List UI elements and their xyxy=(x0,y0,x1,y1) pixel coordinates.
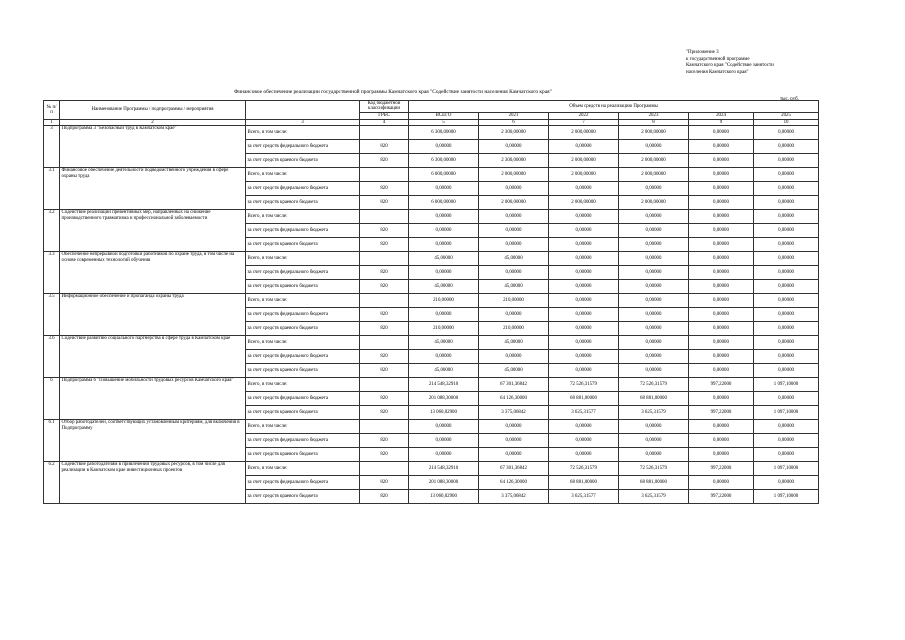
budget-code xyxy=(360,294,409,308)
amount-cell: 0,00000 xyxy=(689,336,754,350)
amount-cell: 0,00000 xyxy=(754,182,819,196)
amount-cell: 0,00000 xyxy=(689,448,754,462)
funding-source: за счет средств краевого бюджета xyxy=(246,154,360,168)
amount-cell: 0,00000 xyxy=(549,322,619,336)
budget-code: 820 xyxy=(360,266,409,280)
budget-code: 820 xyxy=(360,476,409,490)
amount-cell: 45,00000 xyxy=(479,364,549,378)
header-num: № п/п xyxy=(44,101,60,120)
funding-source: Всего, в том числе: xyxy=(246,168,360,182)
header-year-2023: 2023 xyxy=(619,112,689,119)
amount-cell: 0,00000 xyxy=(689,280,754,294)
amount-cell: 0,00000 xyxy=(689,154,754,168)
column-number: 8 xyxy=(619,119,689,125)
amount-cell: 0,00000 xyxy=(754,210,819,224)
amount-cell: 2 000,00000 xyxy=(619,126,689,140)
amount-cell: 0,00000 xyxy=(409,308,479,322)
amount-cell: 0,00000 xyxy=(754,420,819,434)
amount-cell: 0,00000 xyxy=(689,364,754,378)
table-row xyxy=(44,126,819,140)
amount-cell: 0,00000 xyxy=(619,350,689,364)
amount-cell: 0,00000 xyxy=(619,182,689,196)
amount-cell: 2 300,00000 xyxy=(479,126,549,140)
amount-cell: 0,00000 xyxy=(479,238,549,252)
amount-cell: 0,00000 xyxy=(754,476,819,490)
budget-code xyxy=(360,462,409,476)
amount-cell: 0,00000 xyxy=(689,140,754,154)
program-name: Подпрограмма 6 "Повышение мобильности трудовых ресурсов Камчатского края" xyxy=(60,378,246,420)
budget-code: 820 xyxy=(360,140,409,154)
unit-label: тыс. руб. xyxy=(780,97,799,102)
amount-cell: 72 526,31579 xyxy=(619,462,689,476)
budget-code: 820 xyxy=(360,280,409,294)
funding-source: за счет средств федерального бюджета xyxy=(246,224,360,238)
amount-cell: 0,00000 xyxy=(754,224,819,238)
amount-cell: 0,00000 xyxy=(754,280,819,294)
amount-cell: 45,00000 xyxy=(479,280,549,294)
budget-code xyxy=(360,252,409,266)
amount-cell: 0,00000 xyxy=(549,182,619,196)
amount-cell: 0,00000 xyxy=(754,364,819,378)
table-row xyxy=(44,420,819,434)
amount-cell: 0,00000 xyxy=(549,364,619,378)
amount-cell: 0,00000 xyxy=(754,294,819,308)
row-number: 3 xyxy=(44,126,60,168)
funding-source: за счет средств краевого бюджета xyxy=(246,448,360,462)
amount-cell: 210,00000 xyxy=(409,322,479,336)
amount-cell: 2 000,00000 xyxy=(619,168,689,182)
amount-cell: 0,00000 xyxy=(689,196,754,210)
amount-cell: 0,00000 xyxy=(689,392,754,406)
amount-cell: 0,00000 xyxy=(754,350,819,364)
amount-cell: 0,00000 xyxy=(754,238,819,252)
budget-code: 820 xyxy=(360,322,409,336)
amount-cell: 6 000,00000 xyxy=(409,196,479,210)
program-name: Финансовое обеспечение деятельности подведомственного учреждения в сфере охраны труда xyxy=(60,168,246,210)
amount-cell: 3 625,31579 xyxy=(619,406,689,420)
program-name: Содействие работодателям в привлечении трудовых ресурсов, в том числе для реализации в Камчатском крае инвестиционных проектов xyxy=(60,462,246,504)
amount-cell: 0,00000 xyxy=(689,308,754,322)
amount-cell: 0,00000 xyxy=(754,448,819,462)
amount-cell: 997,22000 xyxy=(689,490,754,504)
amount-cell: 0,00000 xyxy=(479,308,549,322)
column-number: 4 xyxy=(360,119,409,125)
amount-cell: 997,22000 xyxy=(689,406,754,420)
budget-code: 820 xyxy=(360,364,409,378)
row-number: 3.3 xyxy=(44,252,60,294)
appendix-line: "Приложение 3 xyxy=(686,50,719,55)
header-year-2025: 2025 xyxy=(754,112,819,119)
amount-cell: 0,00000 xyxy=(754,434,819,448)
amount-cell: 72 526,31579 xyxy=(549,462,619,476)
amount-cell: 1 097,10000 xyxy=(754,490,819,504)
budget-code xyxy=(360,210,409,224)
amount-cell: 2 000,00000 xyxy=(549,154,619,168)
amount-cell: 13 060,02900 xyxy=(409,490,479,504)
amount-cell: 2 000,00000 xyxy=(549,168,619,182)
amount-cell: 0,00000 xyxy=(689,210,754,224)
amount-cell: 0,00000 xyxy=(754,266,819,280)
header-year-total: ВСЕГО xyxy=(409,112,479,119)
amount-cell: 0,00000 xyxy=(549,252,619,266)
amount-cell: 0,00000 xyxy=(689,434,754,448)
appendix-line: Камчатского края "Содействие занятости xyxy=(686,63,774,68)
funding-source: Всего, в том числе: xyxy=(246,420,360,434)
budget-code: 820 xyxy=(360,224,409,238)
column-number: 7 xyxy=(549,119,619,125)
document-title: Финансовое обеспечение реализации государственной программы Камчатского края "Содействие занятости населения Камчатского края" xyxy=(234,89,552,95)
amount-cell: 0,00000 xyxy=(619,280,689,294)
amount-cell: 0,00000 xyxy=(619,364,689,378)
amount-cell: 1 097,10000 xyxy=(754,462,819,476)
amount-cell: 0,00000 xyxy=(549,140,619,154)
amount-cell: 45,00000 xyxy=(409,336,479,350)
amount-cell: 0,00000 xyxy=(689,182,754,196)
amount-cell: 6 300,00000 xyxy=(409,154,479,168)
funding-source: Всего, в том числе: xyxy=(246,378,360,392)
amount-cell: 0,00000 xyxy=(409,434,479,448)
amount-cell: 68 881,00000 xyxy=(619,476,689,490)
amount-cell: 3 625,31577 xyxy=(549,490,619,504)
amount-cell: 2 000,00000 xyxy=(619,154,689,168)
amount-cell: 210,00000 xyxy=(479,294,549,308)
amount-cell: 68 881,00000 xyxy=(549,392,619,406)
amount-cell: 0,00000 xyxy=(619,434,689,448)
table-row xyxy=(44,294,819,308)
budget-code: 820 xyxy=(360,154,409,168)
column-number: 6 xyxy=(479,119,549,125)
amount-cell: 0,00000 xyxy=(479,420,549,434)
amount-cell: 68 881,00000 xyxy=(549,476,619,490)
amount-cell: 3 625,31579 xyxy=(619,490,689,504)
amount-cell: 45,00000 xyxy=(409,364,479,378)
program-name: Содействие развитию социального партнерства в сфере труда в Камчатском крае xyxy=(60,336,246,378)
amount-cell: 0,00000 xyxy=(754,168,819,182)
amount-cell: 0,00000 xyxy=(619,448,689,462)
amount-cell: 0,00000 xyxy=(689,350,754,364)
budget-code: 820 xyxy=(360,406,409,420)
amount-cell: 0,00000 xyxy=(754,154,819,168)
table-row xyxy=(44,336,819,350)
column-number: 9 xyxy=(689,119,754,125)
amount-cell: 0,00000 xyxy=(549,266,619,280)
amount-cell: 0,00000 xyxy=(619,140,689,154)
amount-cell: 0,00000 xyxy=(549,280,619,294)
amount-cell: 0,00000 xyxy=(549,350,619,364)
header-name: Наименование Программы / подпрограммы / мероприятия xyxy=(60,101,246,120)
amount-cell: 45,00000 xyxy=(409,252,479,266)
table-row xyxy=(44,168,819,182)
column-number: 5 xyxy=(409,119,479,125)
amount-cell: 0,00000 xyxy=(479,434,549,448)
amount-cell: 3 375,06842 xyxy=(479,406,549,420)
amount-cell: 0,00000 xyxy=(619,322,689,336)
amount-cell: 2 000,00000 xyxy=(619,196,689,210)
amount-cell: 6 000,00000 xyxy=(409,168,479,182)
funding-source: Всего, в том числе: xyxy=(246,294,360,308)
amount-cell: 0,00000 xyxy=(754,392,819,406)
amount-cell: 0,00000 xyxy=(479,448,549,462)
funding-source: за счет средств федерального бюджета xyxy=(246,476,360,490)
header-volume: Объем средств на реализацию Программы xyxy=(409,101,819,113)
header-year-2021: 2021 xyxy=(479,112,549,119)
appendix-note xyxy=(686,50,774,76)
amount-cell: 0,00000 xyxy=(619,238,689,252)
amount-cell: 201 088,30000 xyxy=(409,476,479,490)
amount-cell: 1 097,10000 xyxy=(754,406,819,420)
amount-cell: 0,00000 xyxy=(754,322,819,336)
column-number: 3 xyxy=(246,119,360,125)
amount-cell: 64 126,30000 xyxy=(479,392,549,406)
row-number: 3.1 xyxy=(44,168,60,210)
amount-cell: 0,00000 xyxy=(689,476,754,490)
amount-cell: 0,00000 xyxy=(549,308,619,322)
amount-cell: 0,00000 xyxy=(619,224,689,238)
funding-source: Всего, в том числе: xyxy=(246,336,360,350)
amount-cell: 45,00000 xyxy=(479,252,549,266)
budget-code: 820 xyxy=(360,196,409,210)
budget-code: 820 xyxy=(360,448,409,462)
amount-cell: 997,22000 xyxy=(689,378,754,392)
header-code-group: Код бюджетной классификации xyxy=(360,101,409,113)
amount-cell: 0,00000 xyxy=(409,266,479,280)
amount-cell: 13 060,02900 xyxy=(409,406,479,420)
header-code: ГРБС xyxy=(360,112,409,119)
amount-cell: 0,00000 xyxy=(409,182,479,196)
funding-source: за счет средств федерального бюджета xyxy=(246,434,360,448)
program-name: Информационное обеспечение и пропаганда охраны труда xyxy=(60,294,246,336)
amount-cell: 68 881,00000 xyxy=(619,392,689,406)
appendix-line: к государственной программе xyxy=(686,56,750,62)
amount-cell: 0,00000 xyxy=(619,210,689,224)
amount-cell: 0,00000 xyxy=(689,322,754,336)
financing-table xyxy=(43,100,819,504)
amount-cell: 0,00000 xyxy=(409,448,479,462)
amount-cell: 0,00000 xyxy=(754,336,819,350)
amount-cell: 0,00000 xyxy=(619,308,689,322)
funding-source: за счет средств федерального бюджета xyxy=(246,392,360,406)
amount-cell: 0,00000 xyxy=(409,224,479,238)
amount-cell: 0,00000 xyxy=(689,420,754,434)
program-name: Подпрограмма 3 "Безопасный труд в Камчатском крае" xyxy=(60,126,246,168)
column-number: 10 xyxy=(754,119,819,125)
amount-cell: 0,00000 xyxy=(619,252,689,266)
row-number: 3.6 xyxy=(44,336,60,378)
program-name: Содействие реализации превентивных мер, направленных на снижение производственного травматизма и профессиональной заболеваемости xyxy=(60,210,246,252)
amount-cell: 0,00000 xyxy=(479,266,549,280)
amount-cell: 0,00000 xyxy=(619,336,689,350)
budget-code xyxy=(360,378,409,392)
row-number: 6.2 xyxy=(44,462,60,504)
budget-code: 820 xyxy=(360,490,409,504)
program-name: Обеспечение непрерывной подготовки работников по охране труда, в том числе на основе современных технологий обучения xyxy=(60,252,246,294)
amount-cell: 72 526,31579 xyxy=(549,378,619,392)
amount-cell: 0,00000 xyxy=(689,294,754,308)
amount-cell: 0,00000 xyxy=(689,238,754,252)
amount-cell: 0,00000 xyxy=(479,210,549,224)
amount-cell: 0,00000 xyxy=(549,336,619,350)
amount-cell: 0,00000 xyxy=(754,196,819,210)
funding-source: за счет средств краевого бюджета xyxy=(246,280,360,294)
amount-cell: 0,00000 xyxy=(549,238,619,252)
funding-source: за счет средств федерального бюджета xyxy=(246,350,360,364)
amount-cell: 2 300,00000 xyxy=(479,154,549,168)
funding-source: за счет средств федерального бюджета xyxy=(246,266,360,280)
column-number: 2 xyxy=(60,119,246,125)
amount-cell: 210,00000 xyxy=(479,322,549,336)
row-number: 6.1 xyxy=(44,420,60,462)
amount-cell: 2 000,00000 xyxy=(479,196,549,210)
amount-cell: 2 000,00000 xyxy=(479,168,549,182)
funding-source: за счет средств краевого бюджета xyxy=(246,322,360,336)
funding-source: за счет средств краевого бюджета xyxy=(246,364,360,378)
amount-cell: 210,00000 xyxy=(409,294,479,308)
amount-cell: 3 625,31577 xyxy=(549,406,619,420)
amount-cell: 0,00000 xyxy=(754,308,819,322)
budget-code xyxy=(360,168,409,182)
amount-cell: 997,22000 xyxy=(689,462,754,476)
budget-code: 820 xyxy=(360,308,409,322)
amount-cell: 67 301,36842 xyxy=(479,462,549,476)
amount-cell: 0,00000 xyxy=(754,140,819,154)
amount-cell: 0,00000 xyxy=(409,238,479,252)
table-row xyxy=(44,210,819,224)
header-source xyxy=(246,101,360,120)
funding-source: Всего, в том числе: xyxy=(246,252,360,266)
funding-source: Всего, в том числе: xyxy=(246,462,360,476)
amount-cell: 0,00000 xyxy=(479,140,549,154)
amount-cell: 0,00000 xyxy=(549,294,619,308)
amount-cell: 2 000,00000 xyxy=(549,196,619,210)
amount-cell: 0,00000 xyxy=(619,420,689,434)
table-row xyxy=(44,252,819,266)
amount-cell: 64 126,30000 xyxy=(479,476,549,490)
amount-cell: 0,00000 xyxy=(689,252,754,266)
amount-cell: 0,00000 xyxy=(409,210,479,224)
budget-code: 820 xyxy=(360,182,409,196)
amount-cell: 0,00000 xyxy=(754,126,819,140)
table-row xyxy=(44,378,819,392)
funding-source: Всего, в том числе: xyxy=(246,126,360,140)
amount-cell: 0,00000 xyxy=(409,140,479,154)
amount-cell: 45,00000 xyxy=(479,336,549,350)
amount-cell: 214 548,32910 xyxy=(409,378,479,392)
row-number: 3.2 xyxy=(44,210,60,252)
amount-cell: 72 526,31579 xyxy=(619,378,689,392)
amount-cell: 0,00000 xyxy=(619,266,689,280)
amount-cell: 0,00000 xyxy=(689,224,754,238)
amount-cell: 0,00000 xyxy=(479,350,549,364)
amount-cell: 0,00000 xyxy=(619,294,689,308)
budget-code xyxy=(360,126,409,140)
amount-cell: 0,00000 xyxy=(549,420,619,434)
funding-source: за счет средств краевого бюджета xyxy=(246,406,360,420)
amount-cell: 6 300,00000 xyxy=(409,126,479,140)
budget-code: 820 xyxy=(360,392,409,406)
amount-cell: 67 301,36842 xyxy=(479,378,549,392)
amount-cell: 0,00000 xyxy=(409,420,479,434)
program-name: Отбор работодателей, соответствующих установленным критериям, для включения в Подпрограмму xyxy=(60,420,246,462)
table-body xyxy=(44,126,819,504)
amount-cell: 0,00000 xyxy=(409,350,479,364)
budget-code: 820 xyxy=(360,434,409,448)
amount-cell: 0,00000 xyxy=(689,126,754,140)
amount-cell: 0,00000 xyxy=(549,210,619,224)
funding-source: за счет средств федерального бюджета xyxy=(246,140,360,154)
budget-code xyxy=(360,420,409,434)
amount-cell: 0,00000 xyxy=(549,224,619,238)
budget-code xyxy=(360,336,409,350)
amount-cell: 45,00000 xyxy=(409,280,479,294)
amount-cell: 0,00000 xyxy=(549,434,619,448)
amount-cell: 1 097,10000 xyxy=(754,378,819,392)
amount-cell: 3 375,06842 xyxy=(479,490,549,504)
budget-code: 820 xyxy=(360,350,409,364)
funding-source: за счет средств краевого бюджета xyxy=(246,490,360,504)
funding-source: за счет средств краевого бюджета xyxy=(246,196,360,210)
funding-source: за счет средств краевого бюджета xyxy=(246,238,360,252)
amount-cell: 0,00000 xyxy=(479,182,549,196)
amount-cell: 0,00000 xyxy=(754,252,819,266)
column-number: 1 xyxy=(44,119,60,125)
funding-source: Всего, в том числе: xyxy=(246,210,360,224)
amount-cell: 0,00000 xyxy=(549,448,619,462)
row-number: 3.5 xyxy=(44,294,60,336)
amount-cell: 0,00000 xyxy=(689,168,754,182)
amount-cell: 0,00000 xyxy=(689,266,754,280)
funding-source: за счет средств федерального бюджета xyxy=(246,182,360,196)
header-year-2024: 2024 xyxy=(689,112,754,119)
table-row xyxy=(44,462,819,476)
budget-code: 820 xyxy=(360,238,409,252)
amount-cell: 2 000,00000 xyxy=(549,126,619,140)
amount-cell: 214 548,32910 xyxy=(409,462,479,476)
funding-source: за счет средств федерального бюджета xyxy=(246,308,360,322)
row-number: 6 xyxy=(44,378,60,420)
header-year-2022: 2022 xyxy=(549,112,619,119)
amount-cell: 201 088,30000 xyxy=(409,392,479,406)
amount-cell: 0,00000 xyxy=(479,224,549,238)
appendix-line: населения Камчатского края" xyxy=(686,69,749,75)
